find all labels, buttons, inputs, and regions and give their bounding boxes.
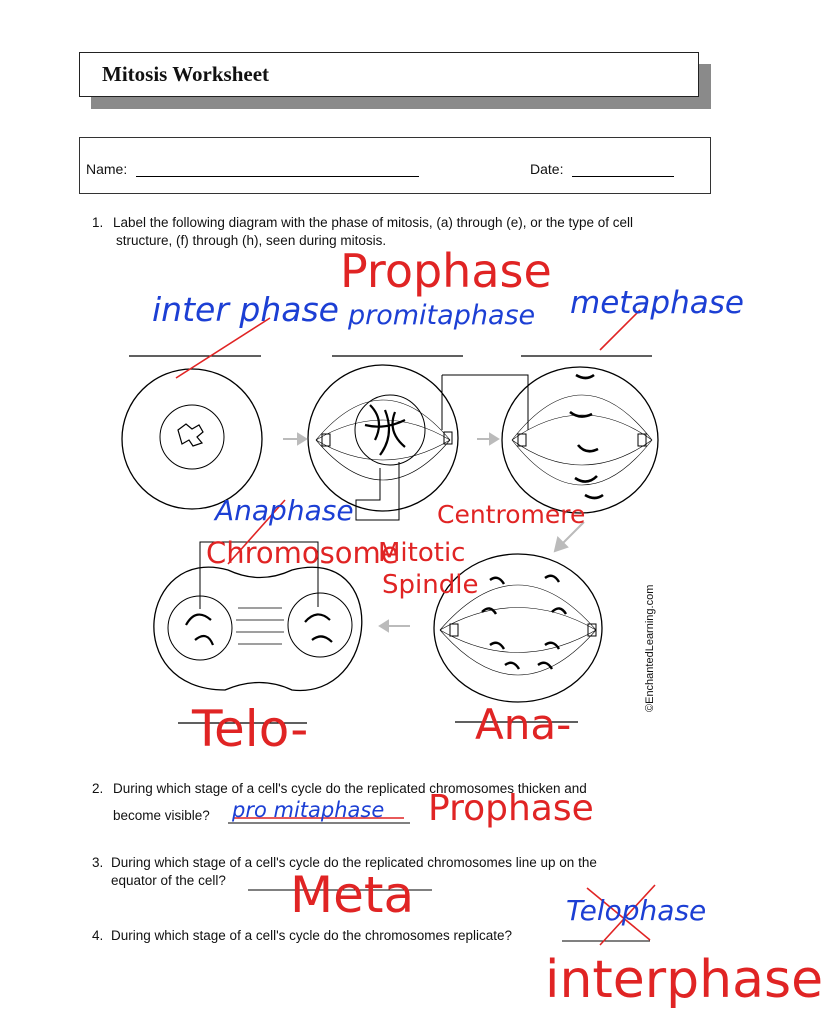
question-4: 4. During which stage of a cell's cycle do the chromosomes replicate? bbox=[92, 928, 513, 943]
name-label: Name: bbox=[86, 161, 128, 177]
cell-telophase bbox=[154, 567, 362, 690]
hw-ana: Ana- bbox=[475, 700, 572, 749]
hw-q2-crossed: pro mitaphase bbox=[232, 798, 385, 822]
hw-interphase: inter phase bbox=[152, 290, 339, 329]
hw-q2-answer: Prophase bbox=[428, 788, 594, 829]
hw-prometaphase: promitaphase bbox=[348, 300, 536, 331]
cell-interphase bbox=[122, 369, 262, 509]
hw-q3-answer: Meta bbox=[290, 866, 415, 924]
question-3: 3. During which stage of a cell's cycle do the replicated chromosomes line up on the equator of the cell? bbox=[92, 855, 597, 888]
hw-spindle: Spindle bbox=[382, 570, 479, 600]
hw-metaphase-top: metaphase bbox=[570, 285, 744, 321]
hw-centromere: Centromere bbox=[437, 500, 586, 529]
date-label: Date: bbox=[530, 161, 564, 177]
hw-prophase: Prophase bbox=[340, 244, 552, 298]
hw-mitotic: Mitotic bbox=[378, 538, 466, 568]
question-2: 2. During which stage of a cell's cycle do the replicated chromosomes thicken and become visible? bbox=[92, 781, 587, 823]
hw-telo: Telo- bbox=[192, 700, 309, 758]
hw-q4-crossed: Telophase bbox=[566, 894, 707, 927]
hw-q4-answer: interphase bbox=[545, 950, 823, 1010]
question-1: 1. Label the following diagram with the phase of mitosis, (a) through (e), or the type of cell structure, (f) through (h), seen during mitosis. bbox=[92, 215, 634, 248]
page-title: Mitosis Worksheet bbox=[102, 62, 270, 86]
cell-metaphase bbox=[502, 367, 658, 513]
hw-chromosome: Chromosome bbox=[206, 536, 399, 570]
credit-text: ©EnchantedLearning.com bbox=[644, 584, 656, 712]
hw-anaphase-crossed: Anaphase bbox=[215, 494, 354, 527]
